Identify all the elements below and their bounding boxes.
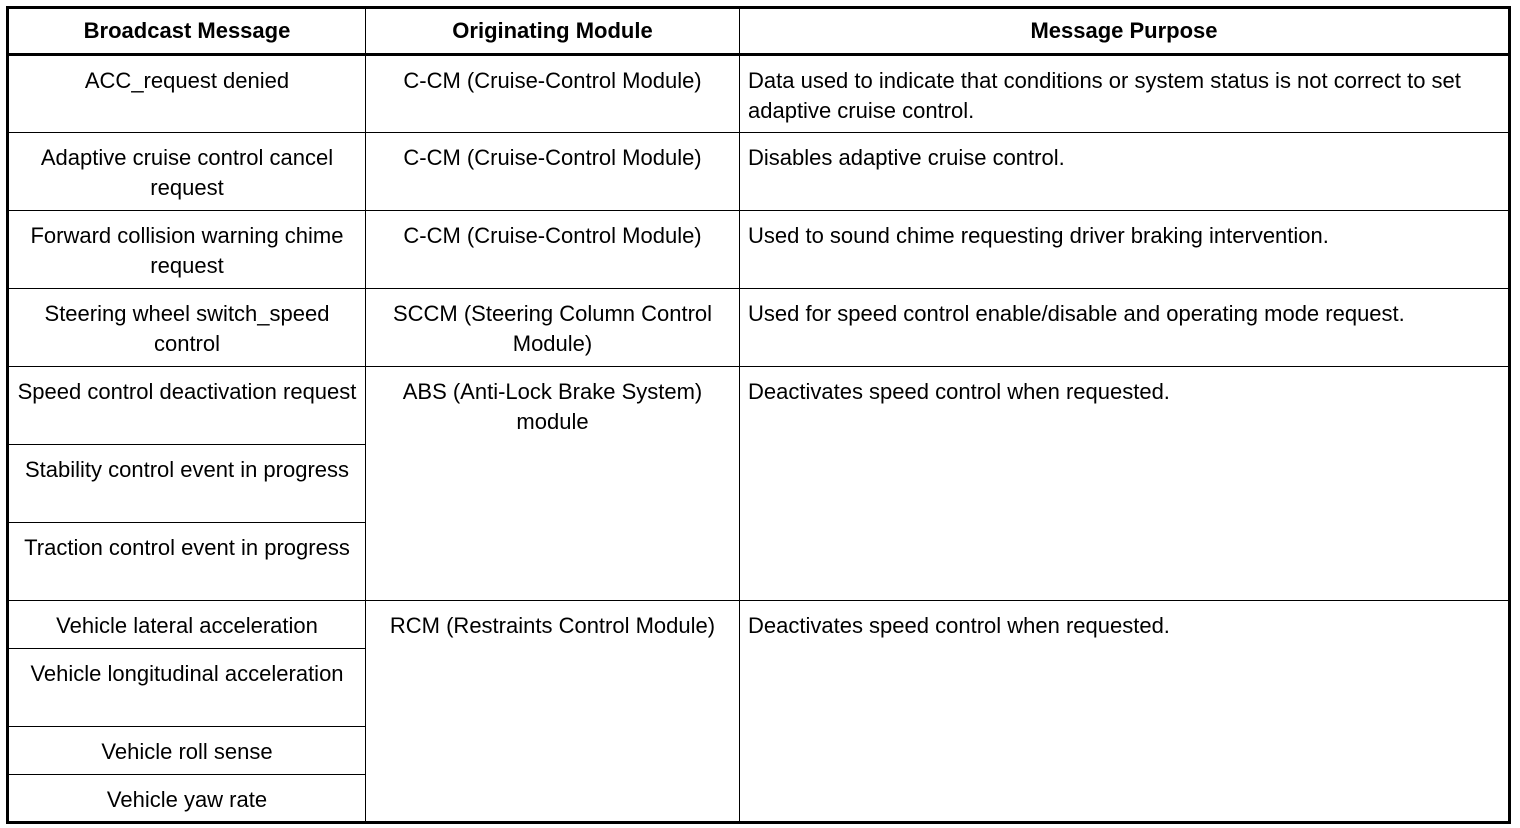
header-row [8,8,1510,55]
broadcast-message-cell: Steering wheel switch_speed control [8,289,366,367]
header-message-purpose: Message Purpose [740,8,1510,55]
originating-module-cell: ABS (Anti-Lock Brake System) module [366,367,740,601]
originating-module-cell: RCM (Restraints Control Module) [366,601,740,823]
broadcast-message-cell: ACC_request denied [8,55,366,133]
broadcast-message-cell: Vehicle lateral acceleration [8,601,366,649]
broadcast-message-cell: Traction control event in progress [8,523,366,601]
broadcast-message-cell: Forward collision warning chime request [8,211,366,289]
broadcast-message-cell: Vehicle longitudinal acceleration [8,649,366,727]
broadcast-message-cell: Adaptive cruise control cancel request [8,133,366,211]
broadcast-message-cell: Stability control event in progress [8,445,366,523]
broadcast-message-table [6,6,1511,824]
table-row [8,289,1510,367]
broadcast-message-cell: Vehicle yaw rate [8,775,366,823]
originating-module-cell: C-CM (Cruise-Control Module) [366,55,740,133]
header-originating-module: Originating Module [366,8,740,55]
message-purpose-cell: Used for speed control enable/disable and operating mode request. [740,289,1510,367]
table-row [8,55,1510,133]
message-purpose-cell: Deactivates speed control when requested. [740,367,1510,601]
header-broadcast-message: Broadcast Message [8,8,366,55]
table-row [8,211,1510,289]
message-purpose-cell: Disables adaptive cruise control. [740,133,1510,211]
table-row [8,367,1510,445]
message-purpose-cell: Data used to indicate that conditions or system status is not correct to set adaptive cruise control. [740,55,1510,133]
originating-module-cell: C-CM (Cruise-Control Module) [366,211,740,289]
message-purpose-cell: Used to sound chime requesting driver braking intervention. [740,211,1510,289]
broadcast-message-cell: Speed control deactivation request [8,367,366,445]
originating-module-cell: SCCM (Steering Column Control Module) [366,289,740,367]
broadcast-message-cell: Vehicle roll sense [8,727,366,775]
table-row [8,133,1510,211]
message-purpose-cell: Deactivates speed control when requested. [740,601,1510,823]
table-row [8,601,1510,649]
originating-module-cell: C-CM (Cruise-Control Module) [366,133,740,211]
